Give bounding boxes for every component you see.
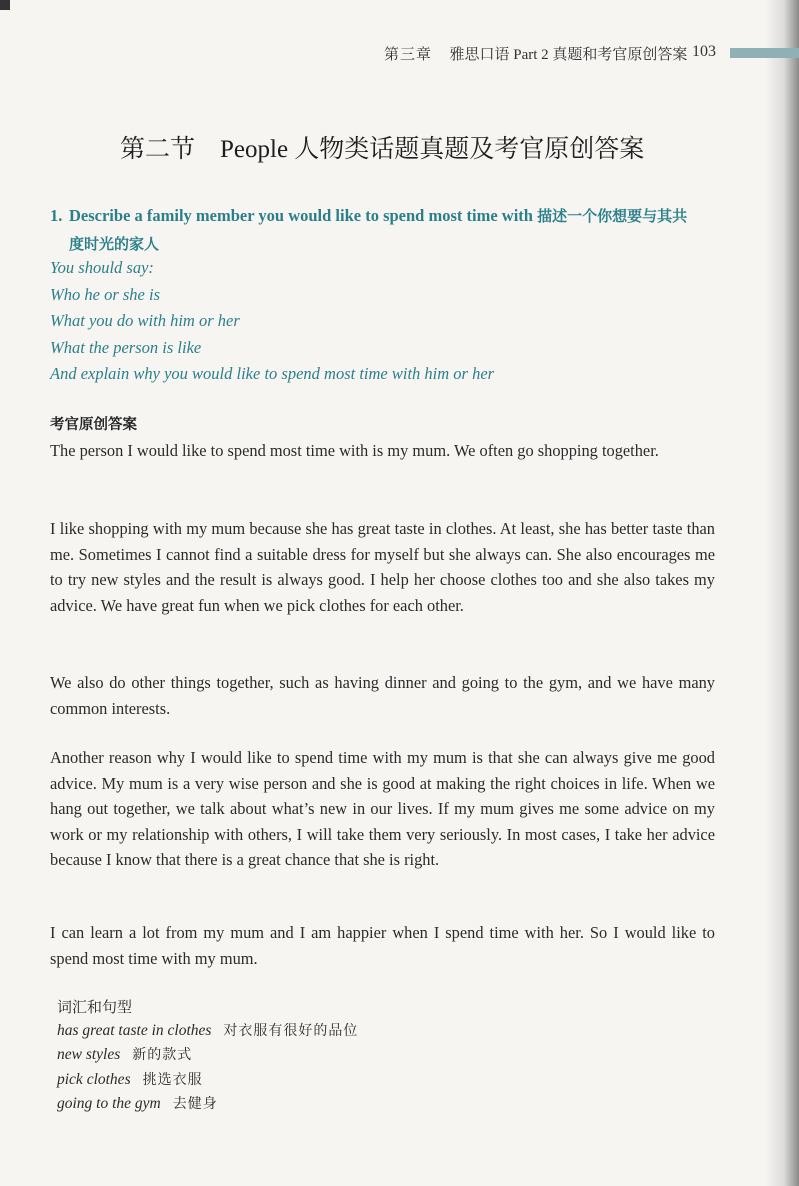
question-title-zh-1: 描述一个你想要与其共 <box>537 207 688 225</box>
answer-paragraph: The person I would like to spend most time with is my mum. We often go shopping together. <box>50 441 659 460</box>
question-title <box>50 202 740 258</box>
answer-paragraph: I can learn a lot from my mum and I am happier when I spend time with her. So I would like to spend most time with my mum. <box>50 923 715 968</box>
vocab-en: new styles <box>57 1046 121 1064</box>
question-title-zh-2: 度时光的家人 <box>69 235 160 253</box>
answer-paragraph: I like shopping with my mum because she has great taste in clothes. At least, she has better taste than me. Sometimes I cannot find a suitable dress for myself but she always can. She also encourages me to try new styles and the result is always good. I help her choose clothes too and she also takes my advice. We have great fun when we pick clothes for each other. <box>50 519 715 615</box>
section-title <box>120 129 720 165</box>
answer-paragraph: Another reason why I would like to spend time with my mum is that she can always give me good advice. My mum is a very wise person and she is good at making the right choices in life. When we hang out together, we talk about what’s new in our lives. If my mum gives me some advice on my work or my relationship with others, I will take them very seriously. In most cases, I take her advice because I know that there is a great chance that she is right. <box>50 748 715 870</box>
vocabulary-list <box>57 1020 557 1117</box>
vocab-zh: 去健身 <box>172 1095 218 1112</box>
vocabulary-item <box>57 1069 557 1093</box>
section-number: 第二节 <box>120 136 196 163</box>
header-accent-bar <box>730 48 799 58</box>
vocab-en: going to the gym <box>57 1094 161 1112</box>
vocabulary-item <box>57 1093 557 1117</box>
cue-card <box>50 255 750 388</box>
vocabulary-item <box>57 1020 557 1044</box>
vocab-en: pick clothes <box>57 1070 131 1088</box>
vocab-en: has great taste in clothes <box>57 1022 212 1039</box>
header-chapter: 第三章 <box>384 47 433 63</box>
vocab-zh: 挑选衣服 <box>142 1071 203 1088</box>
question-title-en: Describe a family member you would like to spend most time with <box>69 206 533 225</box>
page-edge-shadow <box>765 0 799 1186</box>
question-number: 1. <box>50 206 63 225</box>
section-heading: People 人物类话题真题及考官原创答案 <box>220 136 645 163</box>
page-number: 103 <box>692 43 716 60</box>
running-header <box>384 43 784 65</box>
header-title: 雅思口语 Part 2 真题和考官原创答案 <box>449 47 688 63</box>
cue-line: And explain why you would like to spend most time with him or her <box>50 364 495 383</box>
cue-line: What you do with him or her <box>50 311 240 330</box>
vocabulary-item <box>57 1044 557 1068</box>
cue-line: You should say: <box>50 258 154 277</box>
cue-line: Who he or she is <box>50 284 160 304</box>
answer-paragraph: We also do other things together, such as having dinner and going to the gym, and we have many common interests. <box>50 673 715 718</box>
vocab-zh: 新的款式 <box>132 1047 193 1064</box>
vocab-zh: 对衣服有很好的品位 <box>223 1023 359 1039</box>
vocabulary-heading: 词汇和句型 <box>57 1000 133 1016</box>
page-corner-shadow <box>0 0 10 10</box>
cue-line: What the person is like <box>50 337 202 357</box>
answer-heading: 考官原创答案 <box>50 417 137 433</box>
